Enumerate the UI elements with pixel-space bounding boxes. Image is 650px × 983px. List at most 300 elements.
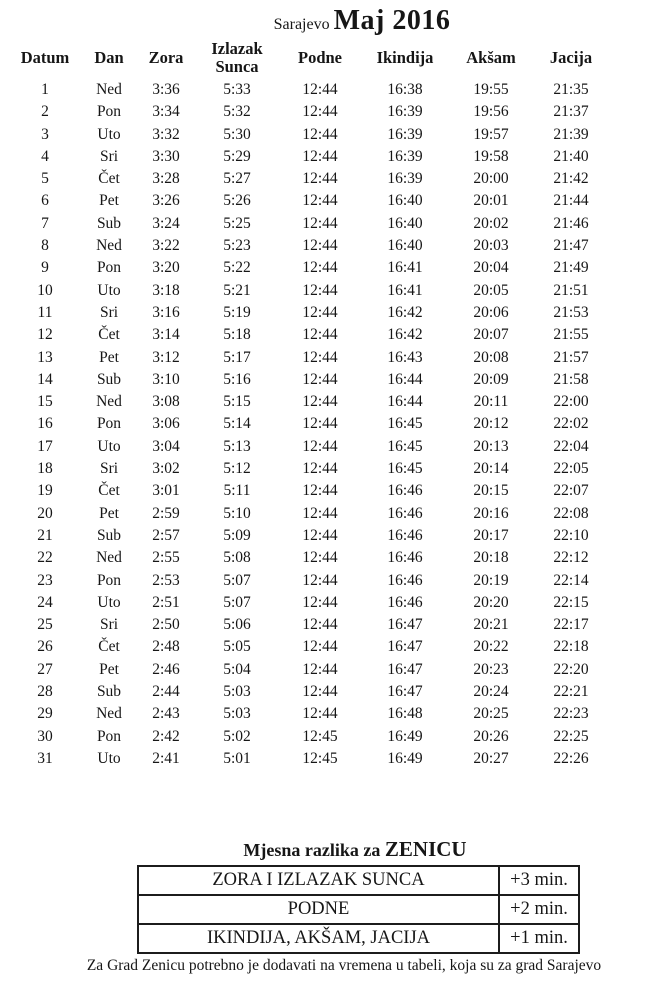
cell-zora: 3:34 [152, 103, 180, 121]
cell-aksam: 20:13 [473, 437, 509, 455]
cell-datum: 23 [37, 571, 53, 589]
cell-zora: 3:12 [152, 348, 180, 366]
table-row [10, 146, 610, 168]
zenica-row-label: ZORA I IZLAZAK SUNCA [138, 866, 499, 895]
cell-jacija: 22:12 [553, 549, 589, 567]
table-row [10, 726, 610, 748]
cell-jacija: 21:58 [553, 370, 589, 388]
table-row [10, 347, 610, 369]
cell-aksam: 20:18 [473, 549, 509, 567]
table-row [10, 257, 610, 279]
cell-jacija: 22:10 [553, 526, 589, 544]
cell-izlazak-sunca: 5:23 [223, 237, 251, 255]
cell-izlazak-sunca: 5:26 [223, 192, 251, 210]
cell-aksam: 20:07 [473, 326, 509, 344]
cell-podne: 12:44 [302, 683, 338, 701]
cell-datum: 20 [37, 504, 53, 522]
cell-datum: 19 [37, 482, 53, 500]
cell-aksam: 20:22 [473, 638, 509, 656]
cell-datum: 13 [37, 348, 53, 366]
cell-zora: 2:41 [152, 749, 180, 767]
cell-dan: Čet [98, 326, 120, 344]
cell-zora: 3:10 [152, 370, 180, 388]
cell-podne: 12:44 [302, 259, 338, 277]
column-header-aksam: Akšam [466, 48, 516, 68]
cell-aksam: 20:08 [473, 348, 509, 366]
zenica-row-value: +1 min. [499, 924, 579, 953]
zenica-table [137, 865, 580, 954]
cell-aksam: 19:55 [473, 81, 509, 98]
cell-datum: 27 [37, 660, 53, 678]
cell-jacija: 21:57 [553, 348, 589, 366]
cell-dan: Sub [96, 370, 122, 388]
zenica-row-value: +3 min. [499, 866, 579, 895]
cell-izlazak-sunca: 5:03 [223, 705, 251, 723]
cell-podne: 12:44 [302, 170, 338, 188]
column-header-datum: Datum [20, 48, 70, 68]
cell-jacija: 22:08 [553, 504, 589, 522]
cell-dan: Ned [96, 237, 122, 255]
cell-ikindija: 16:40 [387, 237, 423, 255]
cell-aksam: 20:21 [473, 616, 509, 634]
cell-datum: 21 [37, 526, 53, 544]
table-row [10, 525, 610, 547]
cell-zora: 2:44 [152, 683, 180, 701]
cell-izlazak-sunca: 5:04 [223, 660, 251, 678]
zenica-row-value: +2 min. [499, 895, 579, 924]
cell-izlazak-sunca: 5:18 [223, 326, 251, 344]
cell-datum: 18 [37, 460, 53, 478]
zenica-row [138, 866, 579, 895]
zenica-row-label: PODNE [138, 895, 499, 924]
cell-jacija: 22:20 [553, 660, 589, 678]
cell-aksam: 20:16 [473, 504, 509, 522]
table-row [10, 124, 610, 146]
cell-izlazak-sunca: 5:30 [223, 125, 251, 143]
cell-datum: 7 [41, 214, 49, 232]
cell-zora: 2:46 [152, 660, 180, 678]
cell-izlazak-sunca: 5:03 [223, 683, 251, 701]
cell-zora: 3:04 [152, 437, 180, 455]
zenica-title-city: ZENICU [384, 837, 467, 862]
column-header-podne: Podne [297, 48, 342, 68]
cell-izlazak-sunca: 5:11 [223, 482, 251, 500]
cell-izlazak-sunca: 5:10 [223, 504, 251, 522]
cell-podne: 12:44 [302, 638, 338, 656]
cell-jacija: 22:25 [553, 727, 589, 745]
table-row [10, 614, 610, 636]
cell-jacija: 21:46 [553, 214, 589, 232]
cell-dan: Ned [96, 705, 122, 723]
zenica-row [138, 924, 579, 953]
column-header-dan: Dan [94, 48, 124, 68]
cell-ikindija: 16:45 [387, 415, 423, 433]
cell-dan: Pon [96, 571, 122, 589]
cell-zora: 2:43 [152, 705, 180, 723]
column-header-jacija: Jacija [549, 48, 593, 68]
cell-zora: 3:16 [152, 303, 180, 321]
cell-aksam: 20:14 [473, 460, 509, 478]
cell-dan: Pet [99, 192, 119, 210]
month-title: Maj 2016 [333, 5, 451, 36]
table-row [10, 369, 610, 391]
cell-izlazak-sunca: 5:08 [223, 549, 251, 567]
cell-ikindija: 16:46 [387, 549, 423, 567]
table-row [10, 480, 610, 502]
cell-ikindija: 16:44 [387, 370, 423, 388]
cell-dan: Pon [96, 103, 122, 121]
table-row [10, 458, 610, 480]
cell-izlazak-sunca: 5:29 [223, 147, 251, 165]
cell-izlazak-sunca: 5:21 [223, 281, 251, 299]
cell-dan: Uto [97, 749, 121, 767]
cell-podne: 12:44 [302, 415, 338, 433]
cell-dan: Pon [96, 259, 122, 277]
cell-dan: Sri [99, 616, 119, 634]
cell-jacija: 22:00 [553, 393, 589, 411]
cell-izlazak-sunca: 5:05 [223, 638, 251, 656]
cell-podne: 12:44 [302, 192, 338, 210]
cell-jacija: 22:04 [553, 437, 589, 455]
cell-zora: 3:18 [152, 281, 180, 299]
cell-zora: 2:48 [152, 638, 180, 656]
cell-izlazak-sunca: 5:17 [223, 348, 251, 366]
cell-datum: 30 [37, 727, 53, 745]
cell-aksam: 20:27 [473, 749, 509, 767]
cell-aksam: 20:04 [473, 259, 509, 277]
cell-ikindija: 16:46 [387, 593, 423, 611]
cell-jacija: 21:55 [553, 326, 589, 344]
cell-zora: 3:24 [152, 214, 180, 232]
cell-zora: 2:55 [152, 549, 180, 567]
cell-podne: 12:44 [302, 705, 338, 723]
cell-jacija: 22:15 [553, 593, 589, 611]
cell-podne: 12:44 [302, 549, 338, 567]
cell-izlazak-sunca: 5:33 [223, 81, 251, 98]
cell-datum: 25 [37, 616, 53, 634]
cell-ikindija: 16:47 [387, 616, 423, 634]
cell-podne: 12:44 [302, 81, 338, 98]
table-row [10, 570, 610, 592]
zenica-difference-section [0, 836, 650, 975]
cell-ikindija: 16:43 [387, 348, 423, 366]
table-row [10, 391, 610, 413]
cell-jacija: 22:17 [553, 616, 589, 634]
table-row [10, 436, 610, 458]
cell-zora: 2:42 [152, 727, 180, 745]
cell-podne: 12:44 [302, 460, 338, 478]
cell-jacija: 21:51 [553, 281, 589, 299]
cell-dan: Sub [96, 683, 122, 701]
cell-datum: 28 [37, 683, 53, 701]
cell-ikindija: 16:40 [387, 192, 423, 210]
cell-aksam: 20:23 [473, 660, 509, 678]
cell-aksam: 20:15 [473, 482, 509, 500]
cell-ikindija: 16:41 [387, 281, 423, 299]
cell-datum: 11 [37, 303, 53, 321]
cell-aksam: 20:11 [473, 393, 509, 411]
cell-izlazak-sunca: 5:12 [223, 460, 251, 478]
cell-aksam: 20:03 [473, 237, 509, 255]
cell-ikindija: 16:42 [387, 303, 423, 321]
cell-zora: 3:28 [152, 170, 180, 188]
cell-aksam: 20:06 [473, 303, 509, 321]
cell-izlazak-sunca: 5:32 [223, 103, 251, 121]
cell-izlazak-sunca: 5:14 [223, 415, 251, 433]
table-row [10, 503, 610, 525]
cell-ikindija: 16:39 [387, 147, 423, 165]
cell-aksam: 20:09 [473, 370, 509, 388]
cell-izlazak-sunca: 5:27 [223, 170, 251, 188]
cell-jacija: 21:47 [553, 237, 589, 255]
cell-podne: 12:44 [302, 214, 338, 232]
prayer-times-table-body [10, 79, 610, 770]
cell-podne: 12:44 [302, 660, 338, 678]
cell-datum: 4 [41, 147, 49, 165]
cell-jacija: 22:26 [553, 749, 589, 767]
zenica-row-label: IKINDIJA, AKŠAM, JACIJA [138, 924, 499, 953]
table-row [10, 101, 610, 123]
city-label: Sarajevo [273, 16, 330, 33]
cell-datum: 15 [37, 393, 53, 411]
table-row [10, 79, 610, 101]
cell-zora: 3:20 [152, 259, 180, 277]
table-row [10, 213, 610, 235]
cell-datum: 31 [37, 749, 53, 767]
cell-aksam: 20:19 [473, 571, 509, 589]
cell-datum: 6 [41, 192, 49, 210]
cell-ikindija: 16:39 [387, 103, 423, 121]
table-row [10, 547, 610, 569]
table-row [10, 190, 610, 212]
cell-jacija: 21:35 [553, 81, 589, 98]
table-row [10, 681, 610, 703]
cell-podne: 12:44 [302, 437, 338, 455]
cell-jacija: 21:40 [553, 147, 589, 165]
cell-izlazak-sunca: 5:22 [223, 259, 251, 277]
cell-podne: 12:44 [302, 125, 338, 143]
cell-ikindija: 16:44 [387, 393, 423, 411]
cell-ikindija: 16:46 [387, 504, 423, 522]
cell-podne: 12:44 [302, 526, 338, 544]
cell-dan: Sri [99, 303, 119, 321]
cell-ikindija: 16:46 [387, 526, 423, 544]
cell-datum: 16 [37, 415, 53, 433]
cell-podne: 12:44 [302, 281, 338, 299]
cell-jacija: 21:39 [553, 125, 589, 143]
cell-aksam: 19:58 [473, 147, 509, 165]
cell-zora: 3:22 [152, 237, 180, 255]
cell-aksam: 20:24 [473, 683, 509, 701]
cell-datum: 17 [37, 437, 53, 455]
cell-zora: 2:53 [152, 571, 180, 589]
cell-ikindija: 16:41 [387, 259, 423, 277]
cell-izlazak-sunca: 5:15 [223, 393, 251, 411]
cell-podne: 12:44 [302, 147, 338, 165]
cell-ikindija: 16:49 [387, 727, 423, 745]
table-row [10, 324, 610, 346]
cell-izlazak-sunca: 5:02 [223, 727, 251, 745]
cell-zora: 3:02 [152, 460, 180, 478]
cell-jacija: 21:44 [553, 192, 589, 210]
cell-ikindija: 16:47 [387, 660, 423, 678]
cell-aksam: 19:56 [473, 103, 509, 121]
cell-izlazak-sunca: 5:16 [223, 370, 251, 388]
table-row [10, 168, 610, 190]
cell-ikindija: 16:47 [387, 683, 423, 701]
cell-zora: 2:57 [152, 526, 180, 544]
cell-aksam: 20:20 [473, 593, 509, 611]
table-row [10, 280, 610, 302]
cell-podne: 12:45 [302, 749, 338, 767]
column-header-ikindija: Ikindija [376, 48, 434, 68]
cell-dan: Pet [99, 504, 119, 522]
cell-aksam: 20:12 [473, 415, 509, 433]
zenica-table-body [138, 866, 579, 953]
cell-ikindija: 16:39 [387, 170, 423, 188]
cell-ikindija: 16:45 [387, 437, 423, 455]
cell-dan: Uto [97, 125, 121, 143]
cell-aksam: 20:25 [473, 705, 509, 723]
cell-izlazak-sunca: 5:13 [223, 437, 251, 455]
cell-ikindija: 16:49 [387, 749, 423, 767]
zenica-note: Za Grad Zenicu potrebno je dodavati na vremena u tabeli, koja su za grad Sarajevo [86, 957, 602, 975]
cell-aksam: 20:00 [473, 170, 509, 188]
prayer-times-table-header [10, 37, 610, 79]
cell-izlazak-sunca: 5:01 [223, 749, 251, 767]
cell-zora: 2:50 [152, 616, 180, 634]
cell-dan: Uto [97, 281, 121, 299]
cell-datum: 2 [41, 103, 49, 121]
cell-jacija: 21:37 [553, 103, 589, 121]
cell-ikindija: 16:39 [387, 125, 423, 143]
page-title [0, 0, 650, 37]
cell-ikindija: 16:46 [387, 571, 423, 589]
cell-ikindija: 16:38 [387, 81, 423, 98]
cell-zora: 3:30 [152, 147, 180, 165]
cell-ikindija: 16:40 [387, 214, 423, 232]
cell-izlazak-sunca: 5:19 [223, 303, 251, 321]
cell-datum: 5 [41, 170, 49, 188]
cell-datum: 10 [37, 281, 53, 299]
cell-dan: Čet [98, 170, 120, 188]
cell-datum: 22 [37, 549, 53, 567]
cell-ikindija: 16:45 [387, 460, 423, 478]
cell-izlazak-sunca: 5:25 [223, 214, 251, 232]
cell-podne: 12:44 [302, 482, 338, 500]
cell-datum: 9 [41, 259, 49, 277]
cell-jacija: 22:07 [553, 482, 589, 500]
cell-podne: 12:44 [302, 103, 338, 121]
cell-jacija: 21:49 [553, 259, 589, 277]
cell-dan: Ned [96, 393, 122, 411]
header-row [10, 37, 610, 79]
cell-jacija: 22:05 [553, 460, 589, 478]
cell-podne: 12:44 [302, 571, 338, 589]
cell-ikindija: 16:46 [387, 482, 423, 500]
cell-podne: 12:45 [302, 727, 338, 745]
cell-dan: Sri [99, 147, 119, 165]
cell-dan: Ned [96, 549, 122, 567]
cell-zora: 3:01 [152, 482, 180, 500]
column-header-izlazak-sunca: Izlazak Sunca [211, 39, 263, 76]
cell-jacija: 21:53 [553, 303, 589, 321]
cell-dan: Pon [96, 727, 122, 745]
zenica-title [0, 836, 650, 865]
cell-dan: Sri [99, 460, 119, 478]
cell-dan: Sub [96, 214, 122, 232]
cell-dan: Čet [98, 638, 120, 656]
cell-datum: 26 [37, 638, 53, 656]
cell-datum: 1 [41, 81, 49, 98]
cell-datum: 3 [41, 125, 49, 143]
cell-datum: 14 [37, 370, 53, 388]
cell-datum: 29 [37, 705, 53, 723]
cell-datum: 24 [37, 593, 53, 611]
cell-datum: 8 [41, 237, 49, 255]
cell-podne: 12:44 [302, 593, 338, 611]
cell-jacija: 22:02 [553, 415, 589, 433]
cell-zora: 2:59 [152, 504, 180, 522]
cell-zora: 3:14 [152, 326, 180, 344]
table-row [10, 413, 610, 435]
cell-aksam: 20:17 [473, 526, 509, 544]
table-row [10, 235, 610, 257]
table-row [10, 748, 610, 770]
cell-jacija: 22:21 [553, 683, 589, 701]
table-row [10, 302, 610, 324]
cell-izlazak-sunca: 5:07 [223, 571, 251, 589]
cell-datum: 12 [37, 326, 53, 344]
cell-dan: Sub [96, 526, 122, 544]
cell-zora: 3:08 [152, 393, 180, 411]
cell-podne: 12:44 [302, 237, 338, 255]
cell-zora: 3:36 [152, 81, 180, 98]
cell-dan: Pet [99, 348, 119, 366]
cell-dan: Ned [96, 81, 122, 98]
cell-jacija: 22:23 [553, 705, 589, 723]
cell-ikindija: 16:48 [387, 705, 423, 723]
cell-dan: Čet [98, 482, 120, 500]
cell-zora: 3:06 [152, 415, 180, 433]
cell-aksam: 20:05 [473, 281, 509, 299]
cell-jacija: 21:42 [553, 170, 589, 188]
cell-ikindija: 16:47 [387, 638, 423, 656]
cell-aksam: 20:26 [473, 727, 509, 745]
table-row [10, 659, 610, 681]
cell-podne: 12:44 [302, 504, 338, 522]
cell-zora: 3:26 [152, 192, 180, 210]
cell-izlazak-sunca: 5:07 [223, 593, 251, 611]
cell-dan: Pet [99, 660, 119, 678]
cell-dan: Uto [97, 593, 121, 611]
zenica-title-prefix: Mjesna razlika za [243, 840, 385, 861]
table-row [10, 592, 610, 614]
cell-aksam: 20:02 [473, 214, 509, 232]
cell-podne: 12:44 [302, 326, 338, 344]
cell-jacija: 22:14 [553, 571, 589, 589]
cell-podne: 12:44 [302, 370, 338, 388]
cell-dan: Uto [97, 437, 121, 455]
prayer-times-table [10, 37, 610, 770]
cell-podne: 12:44 [302, 393, 338, 411]
cell-izlazak-sunca: 5:09 [223, 526, 251, 544]
cell-ikindija: 16:42 [387, 326, 423, 344]
cell-dan: Pon [96, 415, 122, 433]
cell-aksam: 19:57 [473, 125, 509, 143]
cell-aksam: 20:01 [473, 192, 509, 210]
cell-zora: 2:51 [152, 593, 180, 611]
